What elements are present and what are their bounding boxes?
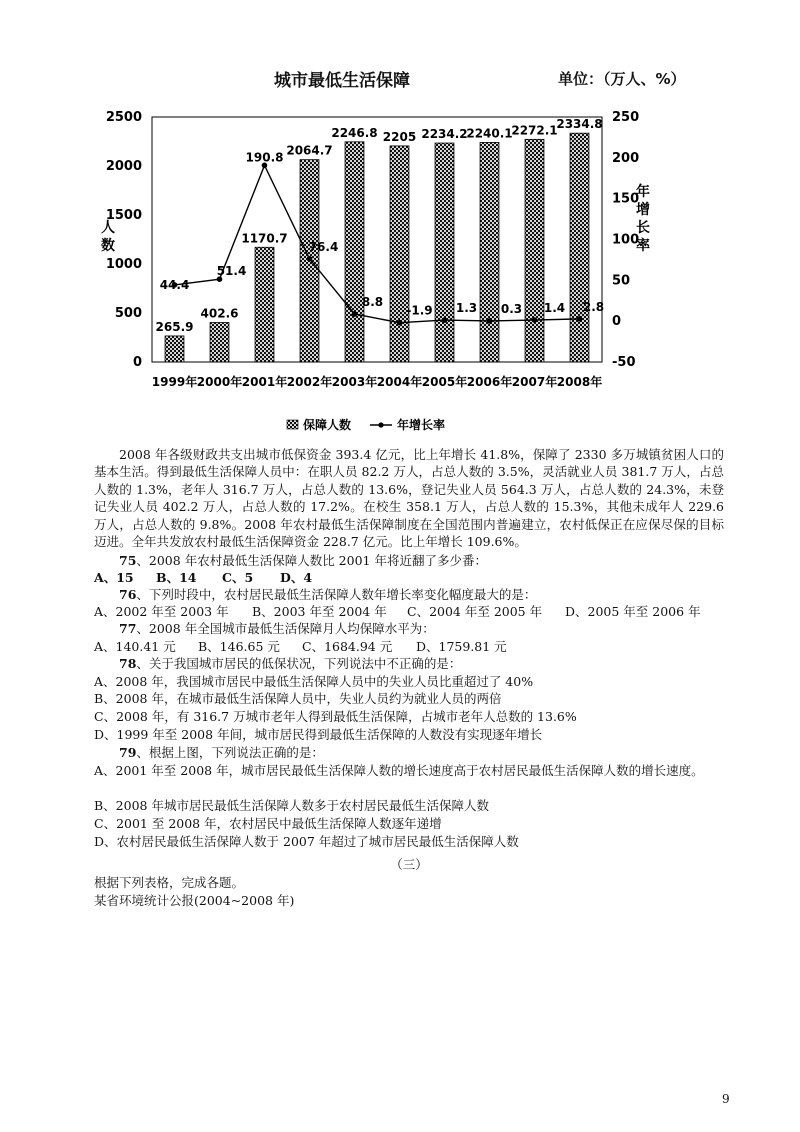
options-76 [94, 603, 724, 620]
right-axis-title-char: 长 [636, 220, 650, 236]
right-tick-label: 200 [612, 150, 640, 166]
question-number: 79 [119, 745, 137, 760]
question-number: 78 [119, 656, 137, 671]
right-tick-label: 150 [612, 191, 640, 207]
option-d[interactable]: D、1759.81 元 [416, 639, 507, 654]
option-79-b[interactable]: B、2008 年城市居民最低生活保障人数多于农村居民最低生活保障人数 [94, 798, 489, 813]
intro-paragraph: 2008 年各级财政共支出城市低保资金 393.4 亿元，比上年增长 41.8%，保障了 2330 多万城镇贫困人口的基本生活。得到最低生活保障人员中：在职人员 82.2 万人，占总人数的 3.5%，灵活就业人员 381.7 万人，占总人数的 1.3%，老年人 316.7 万人，占总人数的 13.6%，登记失业人员 564.3 万人，占总人数的 24.3%，未登记失业人员 402.2 万人，占总人数的 17.2%。在校生 358.1 万人，占总人数的 15.3%，其他未成年人 229.6 万人，占总人数的 9.8%。2008 年农村最低生活保障制度在全国范围内普遍建立，农村低保正在应保尽保的目标迈进。全年共发放农村最低生活保障资金 228.7 亿元。比上年增长 109.6%。 [94, 447, 724, 550]
legend [287, 417, 445, 432]
line-value-label: 2.8 [582, 299, 605, 314]
option-78-b[interactable]: B、2008 年，在城市最低生活保障人员中，失业人员约为就业人员的两倍 [94, 691, 502, 706]
bar-value-label: 2205 [382, 129, 417, 144]
question-77 [94, 620, 729, 637]
bars-layer [165, 133, 589, 362]
option-b[interactable]: B、146.65 元 [198, 639, 280, 654]
line-value-label: -1.9 [406, 303, 433, 318]
x-tick-label: 2007年 [511, 375, 558, 389]
table-subtitle: 某省环境统计公报(2004~2008 年) [94, 893, 295, 908]
option-78-c[interactable]: C、2008 年，有 316.7 万城市老年人得到最低生活保障，占城市老年人总数的 13.6% [94, 709, 577, 724]
question-stem: 、2008 年农村最低生活保障人数比 2001 年将近翻了多少番： [136, 553, 487, 568]
bar-value-label: 2064.7 [286, 143, 333, 158]
right-axis-title-char: 年 [636, 184, 650, 200]
option-79-d[interactable]: D、农村居民最低生活保障人数于 2007 年超过了城市居民最低生活保障人数 [94, 834, 519, 849]
bar-value-label: 2334.8 [556, 117, 603, 132]
left-tick-label: 500 [114, 306, 142, 321]
legend-bar-label: 保障人数 [303, 418, 352, 432]
bar [165, 336, 184, 362]
bar [345, 142, 364, 362]
x-tick-label: 1999年 [151, 375, 198, 389]
line-value-label: 44.4 [159, 277, 190, 292]
option-c[interactable]: C、2004 年至 2005 年 [407, 604, 543, 619]
combo-chart [0, 0, 800, 440]
instruction-text: 根据下列表格，完成各题。 [94, 875, 245, 890]
right-axis-title-char: 增 [636, 202, 650, 218]
page-number: 9 [722, 1092, 730, 1106]
question-number: 76 [119, 587, 137, 602]
question-75 [94, 552, 729, 569]
bar [480, 142, 499, 362]
right-tick-label: 0 [612, 314, 622, 330]
x-tick-label: 2005年 [421, 375, 468, 389]
option-a[interactable]: A、140.41 元 [94, 639, 176, 654]
right-tick-label: 50 [612, 273, 631, 289]
question-stem: 、下列时段中，农村居民最低生活保障人数年增长率变化幅度最大的是： [136, 587, 537, 602]
left-tick-label: 1500 [105, 208, 142, 223]
bar [570, 133, 589, 362]
x-tick-label: 2003年 [331, 375, 378, 389]
bar [525, 139, 544, 362]
option-b[interactable]: B、2003 年至 2004 年 [252, 604, 387, 619]
line-point [442, 317, 448, 323]
option-78-d[interactable]: D、1999 年至 2008 年间，城市居民得到最低生活保障的人数没有实现逐年增长 [94, 727, 543, 742]
bar [255, 247, 274, 362]
chart-unit-label: 单位：（万人、%） [558, 70, 686, 88]
left-tick-label: 0 [132, 355, 142, 370]
question-number: 77 [119, 621, 137, 636]
right-axis-title-char: 率 [636, 238, 650, 254]
left-tick-label: 2000 [105, 159, 142, 174]
legend-line-marker [378, 422, 383, 427]
left-axis-title-char: 数 [101, 238, 115, 254]
right-tick-label: -50 [612, 355, 636, 370]
options-77 [94, 638, 724, 655]
line-value-label: 190.8 [245, 150, 284, 165]
question-76 [94, 586, 729, 603]
x-tick-label: 2008年 [556, 375, 603, 389]
bar-value-label: 402.6 [200, 306, 239, 321]
bar-value-label: 2246.8 [331, 125, 378, 140]
question-78 [94, 655, 729, 672]
line-value-label: 1.3 [455, 301, 478, 316]
left-axis-title-char: 人 [101, 220, 115, 236]
line-point [577, 316, 583, 322]
line-point [397, 320, 403, 326]
bar-value-label: 2272.1 [511, 123, 558, 138]
x-tick-label: 2006年 [466, 375, 513, 389]
bar-value-label: 265.9 [155, 319, 194, 334]
line-point [532, 317, 538, 323]
bar-value-label: 2234.2 [421, 127, 468, 142]
bar-value-label: 1170.7 [241, 231, 288, 246]
line-point [307, 256, 313, 262]
option-d[interactable]: D、2005 年至 2006 年 [565, 604, 701, 619]
bar [435, 143, 454, 362]
x-tick-label: 2004年 [376, 375, 423, 389]
option-79-c[interactable]: C、2001 至 2008 年，农村居民中最低生活保障人数逐年递增 [94, 816, 442, 831]
bar-value-label: 2240.1 [466, 126, 513, 141]
legend-line-label: 年增长率 [397, 418, 446, 432]
option-b[interactable]: B、14 [156, 570, 197, 585]
legend-bar-swatch [287, 420, 298, 429]
question-number: 75 [119, 553, 137, 568]
option-78-a[interactable]: A、2008 年，我国城市居民中最低生活保障人员中的失业人员比重超过了 40% [94, 674, 534, 689]
section-heading: （三） [390, 857, 428, 872]
question-stem: 、根据上图，下列说法正确的是： [136, 745, 324, 760]
line-value-label: 51.4 [216, 264, 247, 279]
option-79-a[interactable]: A、2001 年至 2008 年，城市居民最低生活保障人数的增长速度高于农村居民最低生活保障人数的增长速度。 [94, 763, 704, 778]
options-75 [94, 569, 724, 586]
line-value-label: 1.4 [543, 301, 566, 316]
line-value-label: 8.8 [361, 294, 384, 309]
right-tick-label: 100 [612, 232, 640, 248]
x-tick-label: 2001年 [241, 375, 288, 389]
line-value-label: 0.3 [500, 301, 523, 316]
option-a[interactable]: A、2002 年至 2003 年 [94, 604, 229, 619]
right-tick-label: 250 [612, 110, 640, 125]
question-stem: 、2008 年全国城市最低生活保障月人均保障水平为： [136, 621, 435, 636]
x-tick-label: 2002年 [286, 375, 333, 389]
question-79 [94, 744, 729, 761]
chart-title: 城市最低生活保障 [274, 71, 410, 91]
option-c[interactable]: C、1684.94 元 [302, 639, 393, 654]
x-tick-label: 2000年 [196, 375, 243, 389]
bar [210, 323, 229, 362]
question-stem: 、关于我国城市居民的低保状况，下列说法中不正确的是： [136, 656, 462, 671]
left-tick-label: 1000 [105, 257, 142, 272]
option-c[interactable]: C、5 [222, 570, 254, 585]
line-value-label: 76.4 [308, 239, 339, 254]
option-a[interactable]: A、15 [94, 570, 134, 585]
bar [390, 146, 409, 362]
line-point [352, 311, 358, 317]
left-tick-label: 2500 [105, 110, 142, 125]
line-point [487, 318, 493, 324]
option-d[interactable]: D、4 [280, 570, 313, 585]
